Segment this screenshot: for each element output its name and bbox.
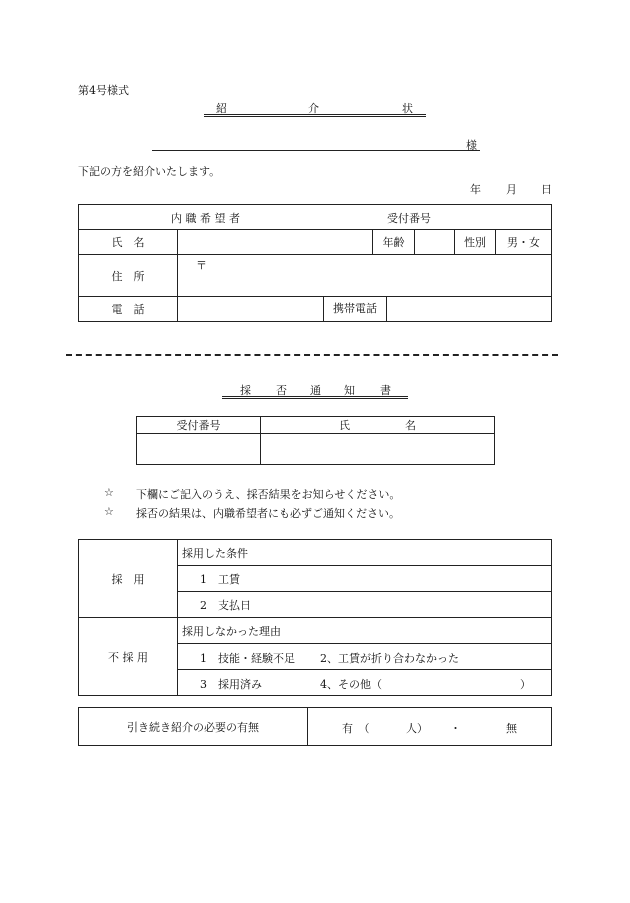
addressee-suffix: 様 <box>466 139 477 152</box>
age-label: 年齢 <box>373 230 415 255</box>
rejected-reason-label: 採用しなかった理由 <box>178 618 552 644</box>
rejected-reasons-row2 <box>178 670 552 696</box>
title-char: 紹 <box>216 102 227 115</box>
date-day: 日 <box>541 183 552 196</box>
date-year: 年 <box>470 183 481 196</box>
notice-title-char: 採 <box>240 384 251 397</box>
gender-label: 性別 <box>455 230 496 255</box>
title-char: 介 <box>308 102 319 115</box>
continuation-yes[interactable]: 有 （ <box>342 722 370 735</box>
addressee-line[interactable] <box>152 150 480 151</box>
applicant-table <box>78 204 552 322</box>
cut-line <box>66 354 558 356</box>
applicant-header <box>79 205 552 230</box>
intro-text: 下記の方を紹介いたします。 <box>78 165 221 178</box>
reason-other-close: ） <box>520 678 531 691</box>
address-label: 住 所 <box>79 255 178 297</box>
notice-table <box>136 416 495 465</box>
name-field[interactable] <box>178 230 373 255</box>
letter-title <box>204 100 426 117</box>
continuation-dot: ・ <box>450 722 461 735</box>
phone-label: 電 話 <box>79 297 178 322</box>
continuation-no[interactable]: 無 <box>506 722 517 735</box>
notice-number-field[interactable] <box>137 434 261 465</box>
reason-filled[interactable]: 3 採用済み <box>200 678 262 691</box>
reason-wage[interactable]: 2、工賃が折り合わなかった <box>320 652 459 665</box>
continuation-persons: 人） <box>406 722 428 735</box>
notice-title-char: 通 <box>310 384 321 397</box>
continuation-options <box>308 708 552 746</box>
address-field[interactable] <box>178 255 552 297</box>
name-label: 氏 名 <box>79 230 178 255</box>
notice-header-number: 受付番号 <box>137 417 261 434</box>
hired-payday[interactable]: 2 支払日 <box>178 592 552 618</box>
notice-title-char: 否 <box>276 384 287 397</box>
notice-title <box>222 382 408 399</box>
date-month: 月 <box>506 183 517 196</box>
notice-name-field[interactable] <box>261 434 495 465</box>
header-reception-number: 受付番号 <box>387 212 431 225</box>
result-table <box>78 539 552 696</box>
form-number: 第4号様式 <box>78 84 129 97</box>
note-mark: ☆ <box>104 486 114 499</box>
mobile-label: 携帯電話 <box>323 297 387 321</box>
hired-conditions-label: 採用した条件 <box>178 540 552 566</box>
notice-title-char: 書 <box>380 384 391 397</box>
title-char: 状 <box>402 102 413 115</box>
hired-wage[interactable]: 1 工賃 <box>178 566 552 592</box>
gender-value[interactable]: 男・女 <box>496 230 552 255</box>
reason-skill[interactable]: 1 技能・経験不足 <box>200 652 295 665</box>
continuation-table <box>78 707 552 746</box>
hired-label: 採 用 <box>79 540 178 618</box>
reason-other[interactable]: 4、その他（ <box>320 678 382 691</box>
notice-header-name: 氏 名 <box>261 417 495 434</box>
rejected-reasons-row1 <box>178 644 552 670</box>
note-text: 採否の結果は、内職希望者にも必ずご通知ください。 <box>136 507 400 520</box>
note-text: 下欄にご記入のうえ、採否結果をお知らせください。 <box>136 488 401 501</box>
mobile-cell <box>333 297 552 322</box>
rejected-label: 不 採 用 <box>79 618 178 696</box>
note-mark: ☆ <box>104 505 114 518</box>
header-applicant: 内 職 希 望 者 <box>171 212 240 225</box>
notice-title-char: 知 <box>344 384 355 397</box>
postal-mark: 〒 <box>196 259 207 272</box>
continuation-label: 引き続き紹介の必要の有無 <box>79 708 308 746</box>
age-field[interactable] <box>415 230 455 255</box>
